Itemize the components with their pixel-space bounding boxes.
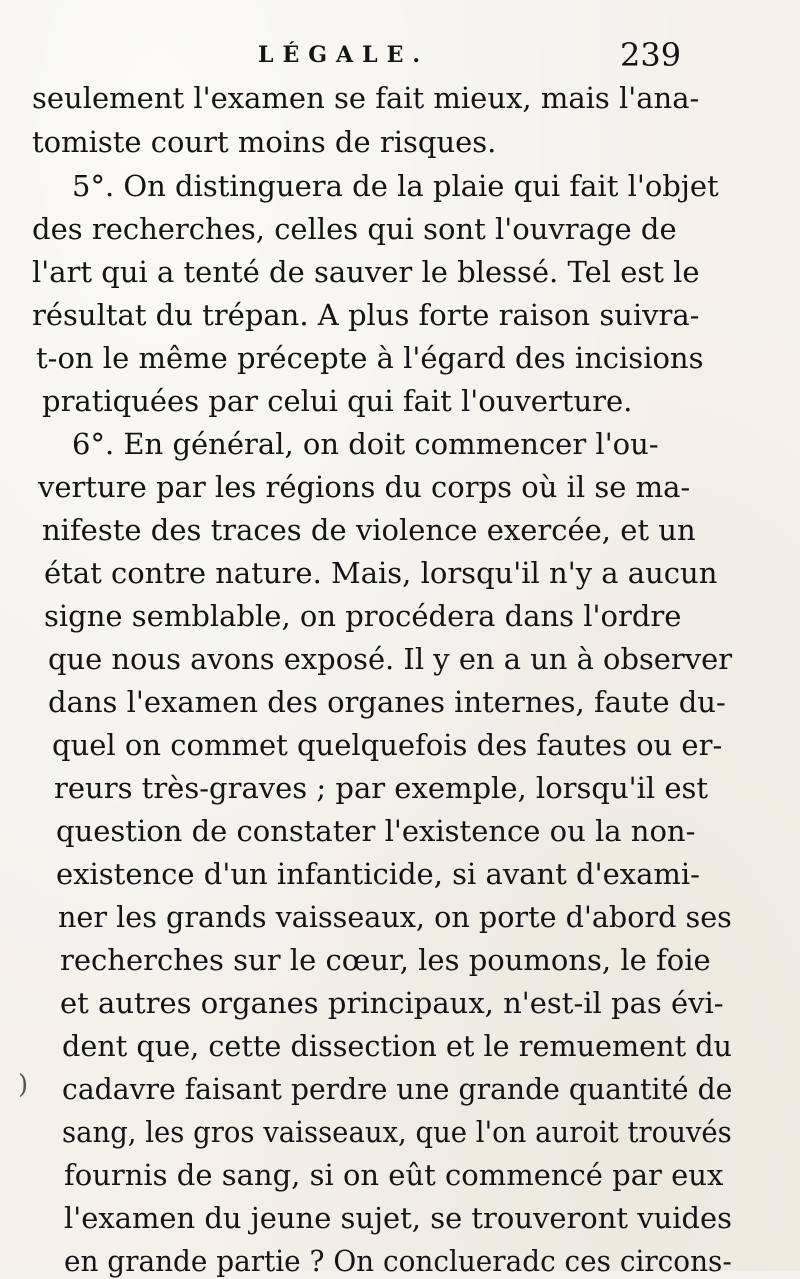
text-line: verture par les régions du corps où il se ma-: [38, 470, 691, 504]
text-line: reurs très-graves ; par exemple, lorsqu'il est: [54, 771, 709, 805]
text-line: que nous avons exposé. Il y en a un à observer: [48, 642, 733, 676]
text-line: t-on le même précepte à l'égard des incisions: [36, 341, 704, 375]
text-line: état contre nature. Mais, lorsqu'il n'y a aucun: [44, 556, 718, 590]
text-line: sang, les gros vaisseaux, que l'on auroit trouvés: [62, 1115, 732, 1149]
text-line: question de constater l'existence ou la non-: [56, 814, 696, 848]
text-line: pratiquées par celui qui fait l'ouverture.: [42, 384, 633, 418]
text-line: cadavre faisant perdre une grande quantité de: [62, 1072, 733, 1106]
text-line: 5°. On distinguera de la plaie qui fait l'objet: [72, 169, 719, 203]
text-line: signe semblable, on procédera dans l'ordre: [44, 599, 682, 633]
text-line: dans l'examen des organes internes, faute du-: [48, 685, 726, 719]
text-line: l'art qui a tenté de sauver le blessé. Tel est le: [32, 255, 700, 289]
text-line: tomiste court moins de risques.: [32, 125, 497, 159]
text-line: fournis de sang, si on eût commencé par eux: [64, 1158, 724, 1192]
text-line: recherches sur le cœur, les poumons, le foie: [60, 943, 711, 977]
text-line: nifeste des traces de violence exercée, et un: [42, 513, 696, 547]
text-line: quel on commet quelquefois des fautes ou er-: [52, 728, 723, 762]
text-line: existence d'un infanticide, si avant d'exami-: [56, 857, 700, 891]
text-line: résultat du trépan. A plus forte raison suivra-: [32, 298, 700, 332]
text-line: 6°. En général, on doit commencer l'ou-: [72, 427, 659, 461]
text-line: ner les grands vaisseaux, on porte d'abord ses: [58, 900, 732, 934]
text-line: des recherches, celles qui sont l'ouvrage de: [32, 212, 677, 246]
text-line: en grande partie ? On conclueradc ces circons-: [64, 1244, 732, 1278]
margin-mark: ): [18, 1070, 29, 1100]
text-line: seulement l'examen se fait mieux, mais l'ana-: [32, 81, 700, 115]
text-line: dent que, cette dissection et le remuement du: [62, 1029, 733, 1063]
text-line: et autres organes principaux, n'est-il pas évi-: [60, 986, 724, 1020]
running-head: LÉGALE.: [258, 42, 429, 68]
page-number: 239: [620, 36, 682, 74]
text-line: l'examen du jeune sujet, se trouveront vuides: [64, 1201, 733, 1235]
page-header: [0, 36, 800, 76]
